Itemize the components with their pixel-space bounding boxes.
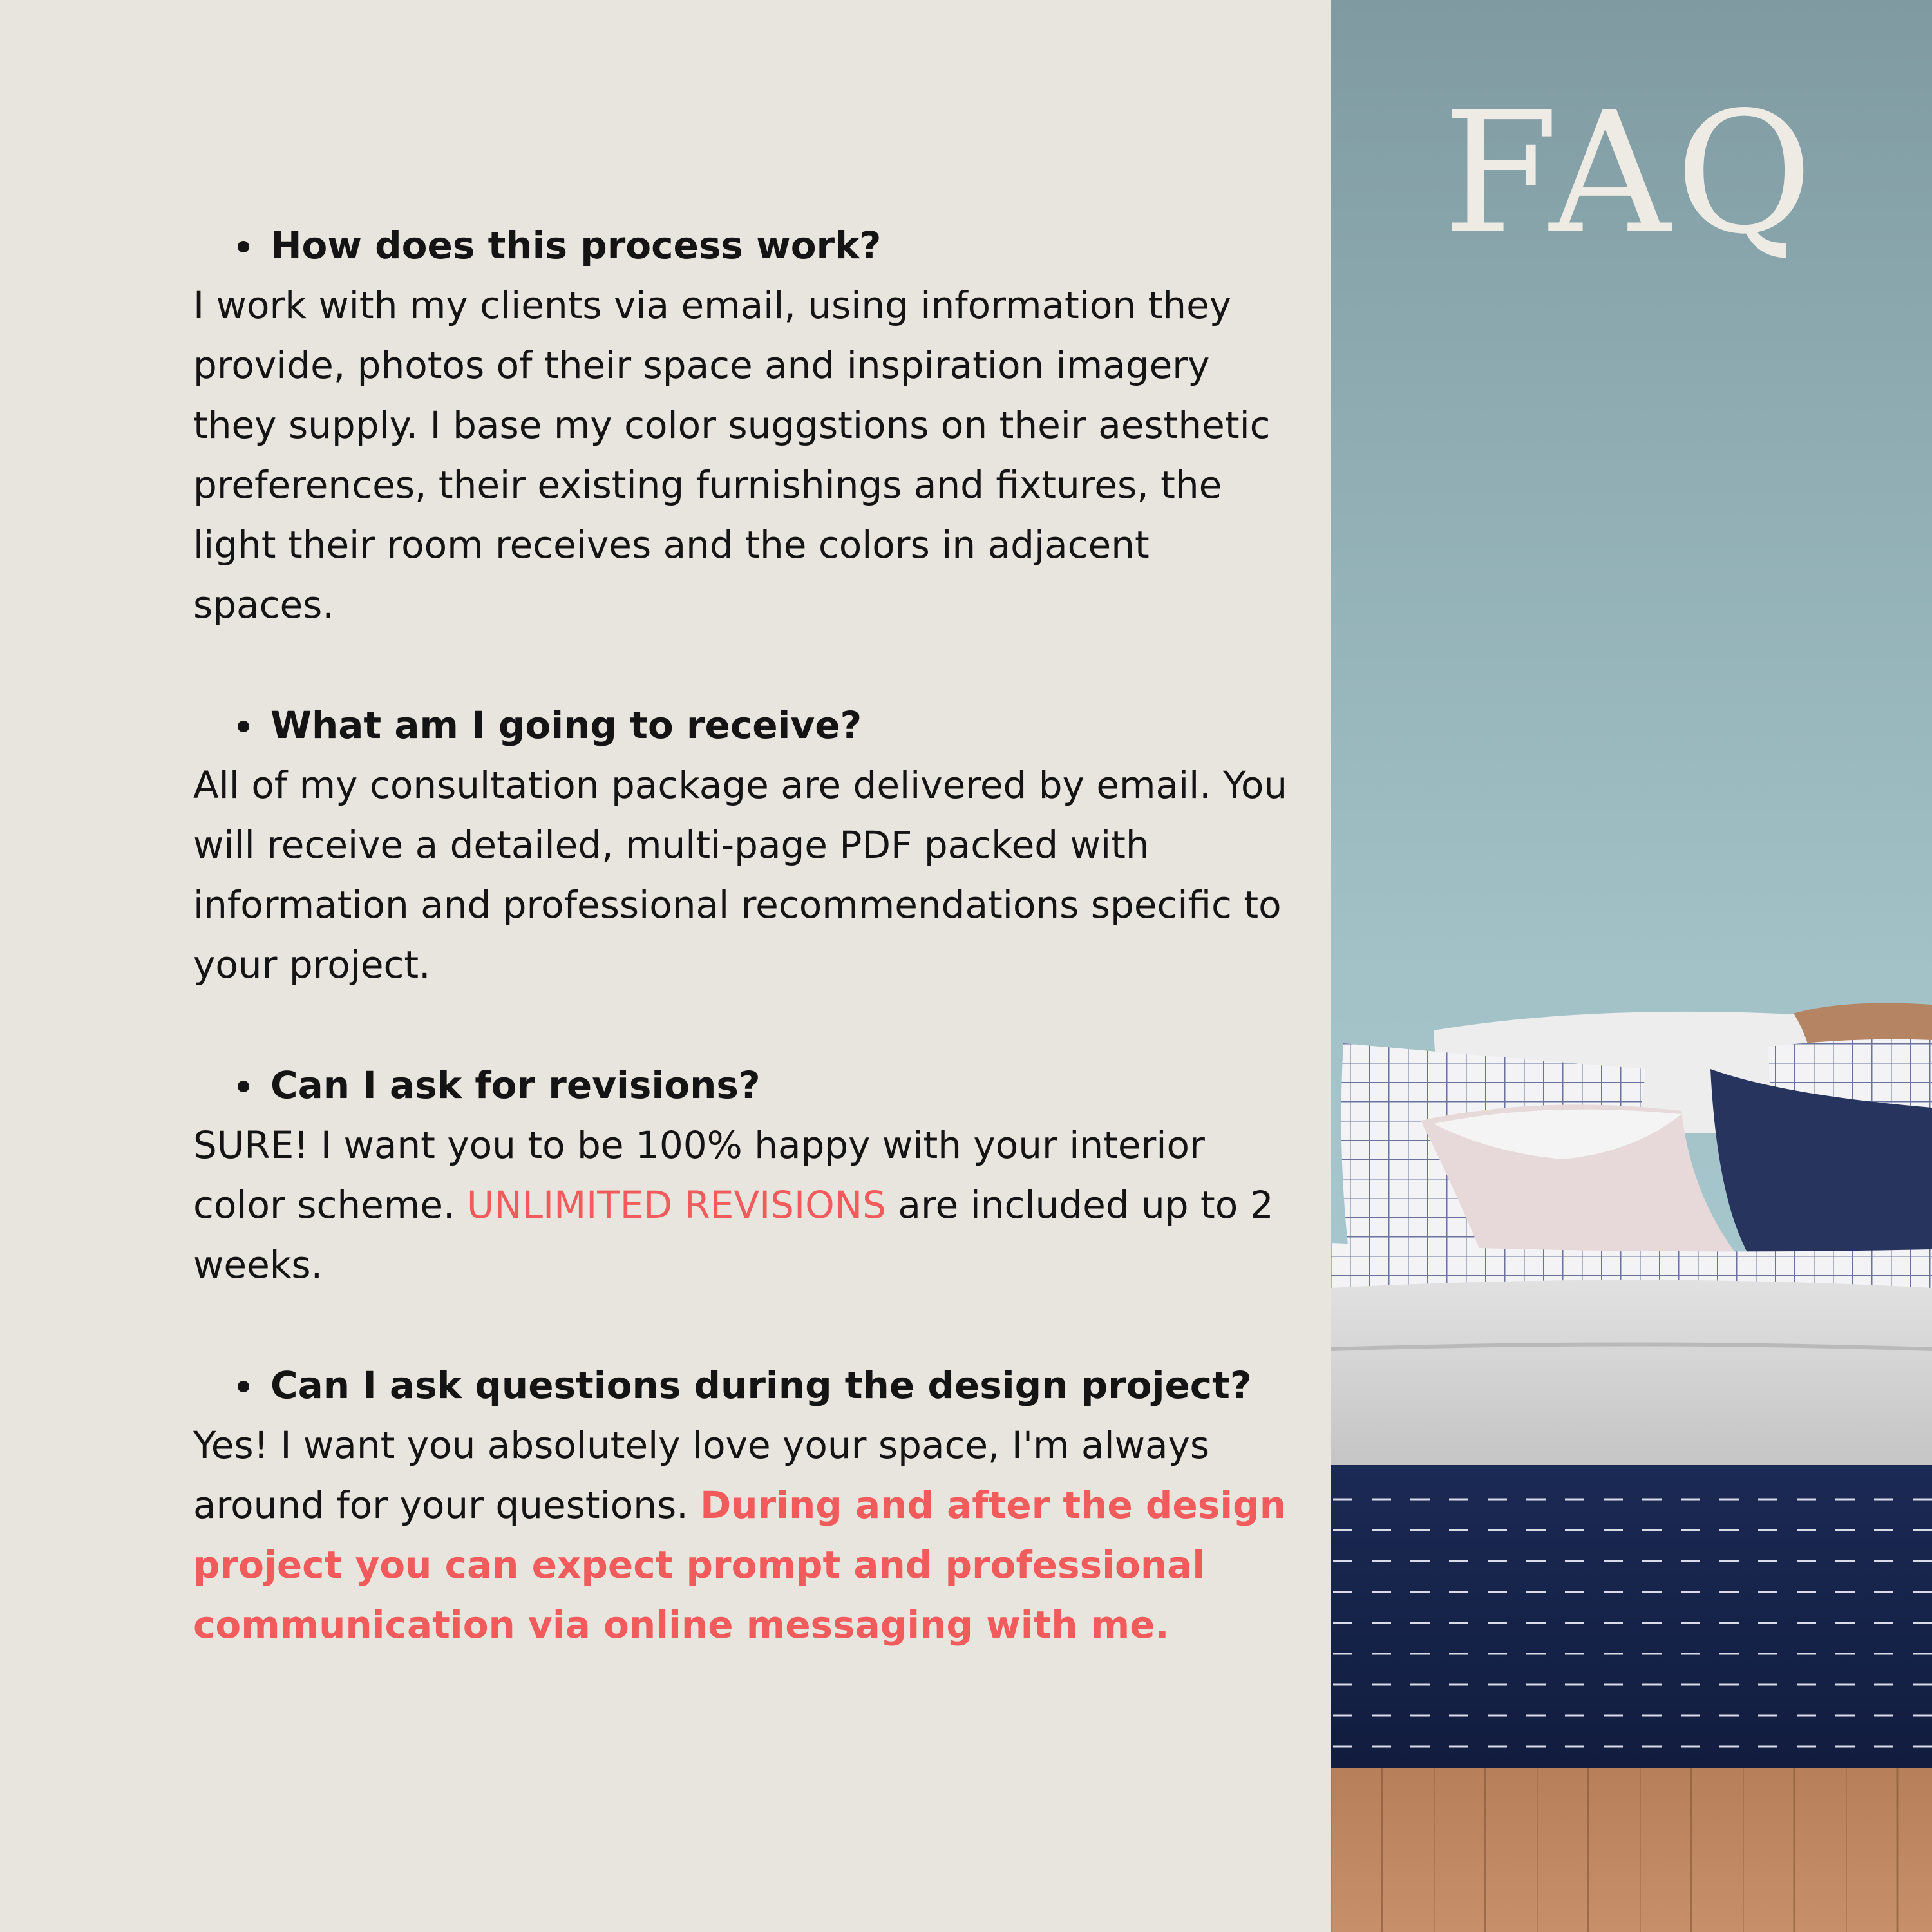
faq-answer-text: Yes! I want you absolutely love your space, I'm always around for your questions. xyxy=(193,1423,1210,1527)
faq-answer-text: are included up to 2 weeks. xyxy=(193,1183,1274,1287)
faq-question-text: Can I ask for revisions? xyxy=(270,1063,761,1107)
bed-skirt-stitching xyxy=(1331,1481,1932,1765)
duvet xyxy=(1331,1280,1932,1469)
faq-question xyxy=(193,1056,1288,1115)
faq-list xyxy=(193,216,1288,1655)
bedroom-illustration xyxy=(1331,0,1932,1932)
bullet-icon xyxy=(238,1381,249,1392)
faq-question xyxy=(193,696,1288,755)
faq-question xyxy=(193,1356,1288,1416)
faq-item xyxy=(193,1356,1288,1655)
faq-answer xyxy=(193,1416,1288,1655)
faq-answer-highlight: During and after the design project you can expect prompt and professional communication via online messaging with me. xyxy=(193,1483,1286,1647)
page-title: FAQ xyxy=(1443,77,1818,271)
faq-item xyxy=(193,216,1288,635)
faq-question-text: What am I going to receive? xyxy=(270,703,862,747)
faq-item xyxy=(193,1056,1288,1295)
bullet-icon xyxy=(238,241,249,252)
faq-answer: I work with my clients via email, using information they provide, photos of their space and inspiration imagery they supply. I base my color suggstions on their aesthetic preferences, their existing furnishings and fixtures, the light their room receives and the colors in adjacent spaces. xyxy=(193,283,1271,627)
faq-answer xyxy=(193,1115,1288,1295)
faq-question-text: Can I ask questions during the design project? xyxy=(270,1363,1252,1407)
bedroom-photo xyxy=(1331,0,1932,1932)
faq-question-text: How does this process work? xyxy=(270,223,882,267)
bullet-icon xyxy=(238,721,249,732)
faq-question xyxy=(193,216,1288,276)
bullet-icon xyxy=(238,1081,249,1092)
faq-answer: All of my consultation package are delivered by email. You will receive a detailed, multi-page PDF packed with information and professional recommendations specific to your project. xyxy=(193,763,1288,987)
faq-answer-highlight: UNLIMITED REVISIONS xyxy=(466,1183,886,1227)
faq-answer-text: SURE! I want you to be 100% happy with your interior color scheme. xyxy=(193,1123,1205,1227)
faq-item xyxy=(193,696,1288,995)
